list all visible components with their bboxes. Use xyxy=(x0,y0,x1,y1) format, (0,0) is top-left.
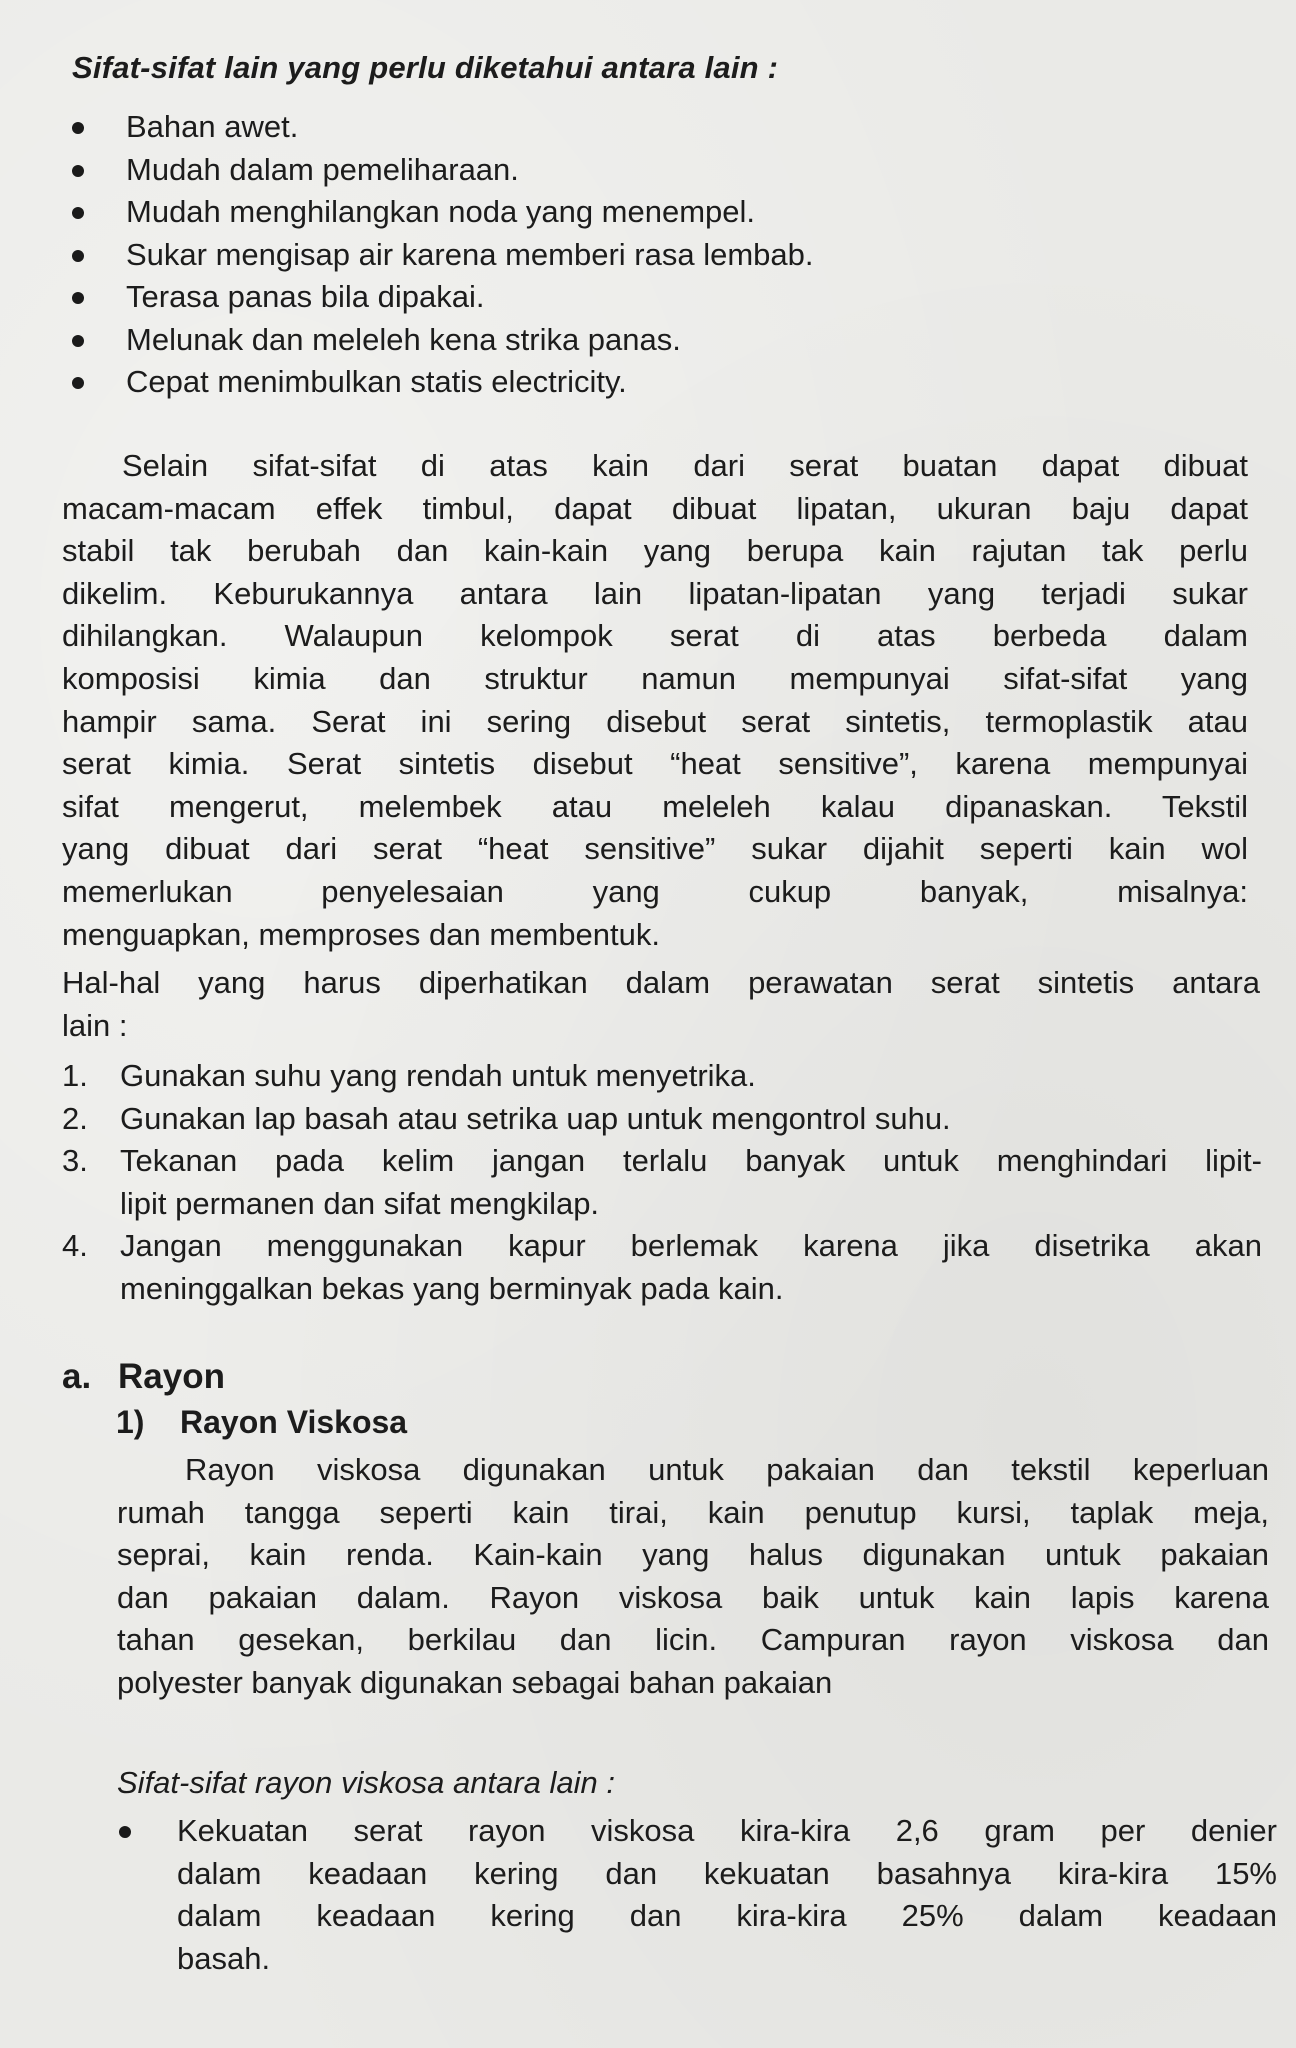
bullet-icon xyxy=(72,377,84,389)
viskosa-properties-list xyxy=(117,1810,1277,1980)
bullet-icon xyxy=(72,207,84,219)
step-number: 2. xyxy=(62,1100,88,1136)
bullet-icon xyxy=(119,1826,131,1838)
list-item: Melunak dan meleleh kena strika panas. xyxy=(72,319,813,362)
list-item: Mudah menghilangkan noda yang menempel. xyxy=(72,191,813,234)
other-properties-heading: Sifat-sifat lain yang perlu diketahui antara lain : xyxy=(72,50,779,85)
care-intro-paragraph: Hal-hal yang harus diperhatikan dalam perawatan serat sintetis antara lain : xyxy=(62,965,1260,1043)
step-number: 1. xyxy=(62,1058,88,1093)
list-item: Bahan awet. xyxy=(72,106,813,149)
bullet-icon xyxy=(72,165,84,177)
list-item: 1. Gunakan suhu yang rendah untuk menyetrika. xyxy=(62,1055,1262,1098)
section-title-rayon: a. Rayon xyxy=(62,1357,225,1396)
viskosa-properties-heading: Sifat-sifat rayon viskosa antara lain : xyxy=(117,1765,615,1800)
step-number: 4. xyxy=(62,1228,88,1263)
rayon-viskosa-paragraph: Rayon viskosa digunakan untuk pakaian dan tekstil keperluan rumah tangga seperti kain tirai, kain penutup kursi, taplak meja, seprai, kain renda. Kain-kain yang halus digunakan untuk pakaian dan pakaian dalam. Rayon viskosa baik untuk kain lapis karena tahan gesekan, berkilau dan licin. Campuran rayon viskosa dan polyester banyak digunakan sebagai bahan pakaian xyxy=(117,1452,1269,1700)
list-item: Terasa panas bila dipakai. xyxy=(72,276,813,319)
bullet-icon xyxy=(72,292,84,304)
other-properties-list xyxy=(72,106,813,404)
list-item: Kekuatan serat rayon viskosa kira-kira 2,6 gram per denier dalam keadaan kering dan kekuatan basahnya kira-kira 15% dalam keadaan kering dan kira-kira 25% dalam keadaan basah. xyxy=(117,1810,1277,1980)
subsection-title-rayon-viskosa: 1) Rayon Viskosa xyxy=(116,1404,408,1440)
bullet-icon xyxy=(72,335,84,347)
bullet-icon xyxy=(72,250,84,262)
list-item: Cepat menimbulkan statis electricity. xyxy=(72,361,813,404)
list-item: 4. Jangan menggunakan kapur berlemak karena jika disetrika akan meninggalkan bekas yang berminyak pada kain. xyxy=(62,1225,1262,1310)
step-number: 3. xyxy=(62,1143,88,1178)
synthetic-fiber-paragraph: Selain sifat-sifat di atas kain dari serat buatan dapat dibuat macam-macam effek timbul, dapat dibuat lipatan, ukuran baju dapat stabil tak berubah dan kain-kain yang berupa kain rajutan tak perlu dikelim. Keburukannya antara lain lipatan-lipatan yang terjadi sukar dihilangkan. Walaupun kelompok serat di atas berbeda dalam komposisi kimia dan struktur namun mempunyai sifat-sifat yang hampir sama. Serat ini sering disebut serat sintetis, termoplastik atau serat kimia. Serat sintetis disebut “heat sensitive”, karena mempunyai sifat mengerut, melembek atau meleleh kalau dipanaskan. Tekstil yang dibuat dari serat “heat sensitive” sukar dijahit seperti kain wol memerlukan penyelesaian yang cukup banyak, misalnya: menguapkan, memproses dan membentuk. xyxy=(62,448,1248,952)
list-item: Mudah dalam pemeliharaan. xyxy=(72,149,813,192)
list-item: Sukar mengisap air karena memberi rasa lembab. xyxy=(72,234,813,277)
list-item: 3. Tekanan pada kelim jangan terlalu banyak untuk menghindari lipit- lipit permanen dan sifat mengkilap. xyxy=(62,1140,1262,1225)
bullet-icon xyxy=(72,122,84,134)
list-item: 2. Gunakan lap basah atau setrika uap untuk mengontrol suhu. xyxy=(62,1098,1262,1141)
care-steps-list xyxy=(62,1055,1262,1310)
